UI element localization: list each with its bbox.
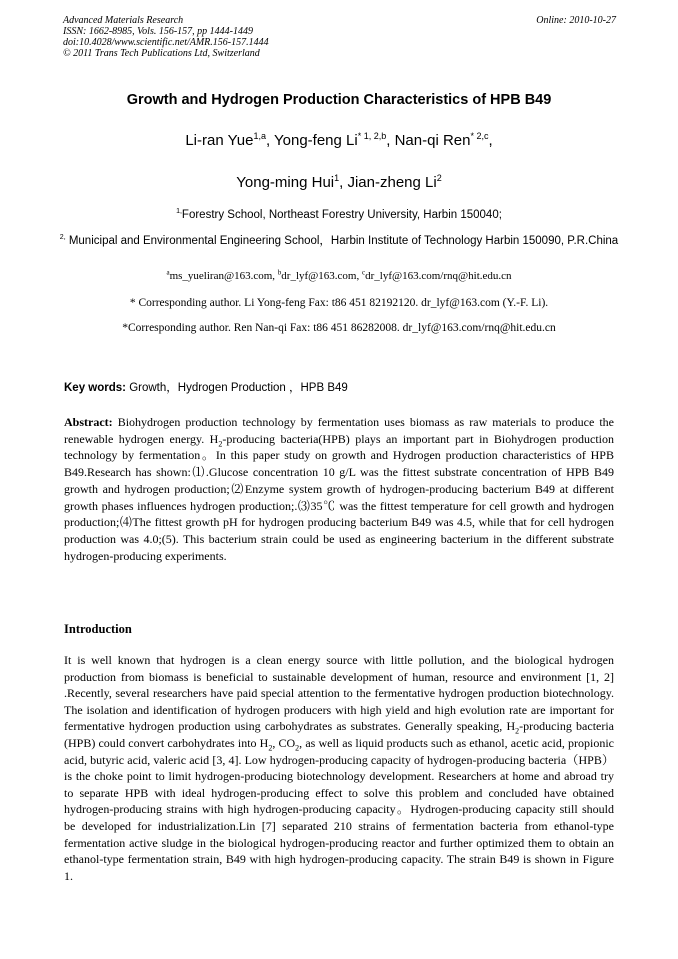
author-affiliation-mark: * 2,c — [470, 131, 489, 141]
abstract-label: Abstract: — [64, 415, 113, 429]
journal-issn: ISSN: 1662-8985, Vols. 156-157, pp 1444-1449 — [63, 26, 253, 37]
body-text: It is well known that hydrogen is a clean energy source with little pollution, and the biological hydrogen production from biomass is beneficial to sustainable development of human, resource and environment [1, 2] .Recently, several researchers have paid special attention to the fermentative hydrogen production biotechnology. The isolation and identification of hydrogen producers with high yield and high evolution rate are important for fermentative hydrogen production using carbohydrates as substrates. Generally speaking, H — [64, 653, 614, 734]
author-separator: , — [488, 132, 493, 149]
email-link[interactable]: ms_yueliran@163.com, — [169, 270, 278, 282]
affiliation-mark: 1, — [176, 208, 182, 216]
affiliation-text: Municipal and Environmental Engineering School，Harbin Institute of Technology Harbin 150090, P.R.China — [65, 235, 619, 247]
affiliation-1 — [0, 207, 678, 223]
body-text: -producing bacteria (HPB) could convert carbohydrates into H — [64, 719, 615, 750]
author-name: , Jian-zheng Li — [339, 174, 437, 191]
email-mark: a — [166, 268, 170, 277]
subscript: 2 — [515, 726, 520, 736]
author-line-2 — [0, 174, 678, 191]
body-text: , CO — [272, 735, 296, 750]
journal-header — [63, 15, 616, 59]
affiliation-mark: 2, — [59, 234, 66, 242]
journal-doi[interactable]: doi:10.4028/www.scientific.net/AMR.156-157.1444 — [63, 37, 269, 48]
keywords-label: Key words: — [64, 382, 126, 394]
journal-copyright: © 2011 Trans Tech Publications Ltd, Switzerland — [63, 48, 260, 59]
abstract — [64, 414, 614, 564]
affiliation-2 — [50, 233, 628, 249]
author-affiliation-mark: 2 — [436, 173, 442, 183]
section-heading-introduction: Introduction — [64, 622, 132, 636]
introduction-paragraph — [64, 652, 614, 884]
subscript: 2 — [268, 743, 273, 753]
abstract-text: Biohydrogen production technology by fermentation uses biomass as raw materials to produce the renewable hydrogen energy. H — [64, 415, 614, 446]
email-link[interactable]: dr_lyf@163.com/rnq@hit.edu.cn — [365, 270, 512, 282]
corresponding-author-1: * Corresponding author. Li Yong-feng Fax: t86 451 82192120. dr_lyf@163.com (Y.-F. Li). — [129, 297, 549, 309]
keywords — [64, 379, 348, 395]
corresponding-author-2: *Corresponding author. Ren Nan-qi Fax: t86 451 86282008. dr_lyf@163.com/rnq@hit.edu.cn — [122, 322, 556, 334]
paper-title: Growth and Hydrogen Production Characteristics of HPB B49 — [126, 92, 552, 108]
author-affiliation-mark: 1 — [334, 173, 340, 183]
journal-name: Advanced Materials Research — [63, 15, 184, 26]
abstract-text: -producing bacteria(HPB) plays an important part in Biohydrogen production technology by fermentation。In this paper study on growth and Hydrogen production characteristics of HPB B49.Research has shown:⑴.Glucose concentration 10 g/L was the fittest substrate concentration of HPB B49 growth and hydrogen production;⑵Enzyme system growth of hydrogen-producing bacterium B49 at different growth phases influences hydrogen production;.⑶35℃ was the fittest temperature for cell growth and hydrogen production;⑷The fittest growth pH for hydrogen producing bacterium B49 was 4.5, while that for cell hydrogen production was 4.0;(5). This bacterium strain could be used as engineering bacterium in the different substrate hydrogen-producing experiments. — [64, 431, 614, 563]
author-affiliation-mark: 1,a — [253, 131, 266, 141]
author-name: , Nan-qi Ren — [386, 132, 471, 149]
author-emails — [0, 270, 678, 282]
body-text: , as well as liquid products such as ethanol, acetic acid, propionic acid, butyric acid, valeric acid [3, 4]. Low hydrogen-producing capacity of hydrogen-producing bacteria（HPB）is the choke point to limit hydrogen-producing biotechnology development. Researchers at home and abroad try to separate HPB with ideal hydrogen-producing effect to solve this problem and concluded have obtained hydrogen-producing strains with high hydrogen-producing capacity。Hydrogen-producing capacity still should be developed for industrialization.Lin [7] separated 210 strains of fermentation bacteria from ethanol-type fermentation active sludge in the biological hydrogen-producing reactor and further optimized them to obtain an ethanol-type fermentation strain, B49 with high hydrogen-producing capacity. The strain B49 is shown in Figure 1. — [64, 735, 615, 883]
author-line-1 — [0, 132, 678, 149]
keywords-text: Growth，Hydrogen Production ，HPB B49 — [126, 382, 348, 394]
subscript: 2 — [295, 743, 300, 753]
subscript: 2 — [218, 439, 223, 449]
author-affiliation-mark: * 1, 2,b — [357, 131, 387, 141]
online-date: Online: 2010-10-27 — [536, 15, 616, 26]
email-mark: c — [361, 268, 366, 277]
affiliation-text: Forestry School, Northeast Forestry University, Harbin 150040; — [181, 209, 502, 221]
email-link[interactable]: dr_lyf@163.com, — [281, 270, 362, 282]
email-mark: b — [277, 268, 282, 277]
author-name: , Yong-feng Li — [265, 132, 358, 149]
author-name: Li-ran Yue — [185, 132, 254, 149]
author-name: Yong-ming Hui — [236, 174, 335, 191]
